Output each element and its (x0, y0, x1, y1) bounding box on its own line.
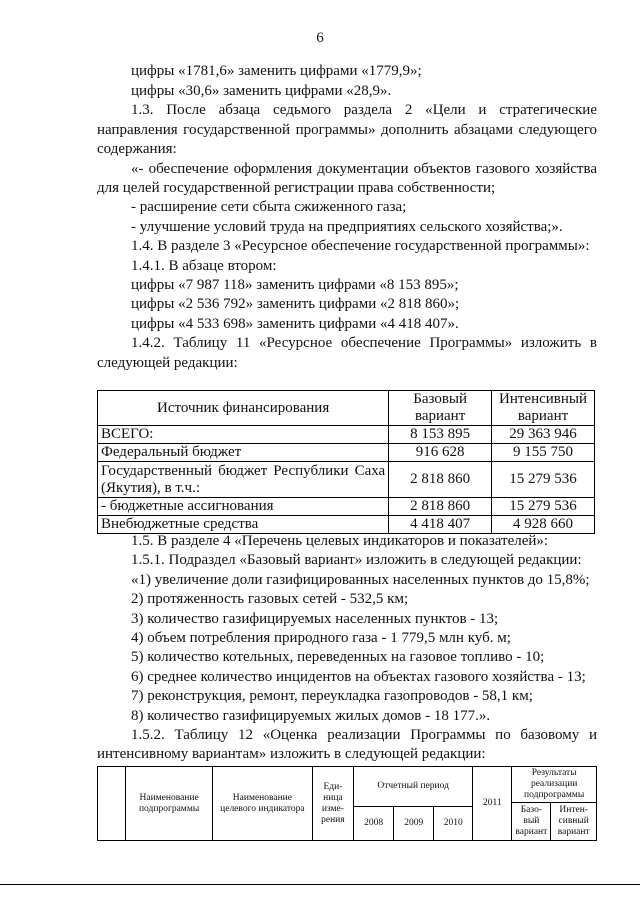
table-cell: 2 818 860 (389, 498, 492, 516)
text-line: 2) протяженность газовых сетей - 532,5 км; (131, 591, 409, 607)
text-line: 1.3. После абзаца седьмого раздела 2 «Цели и стратегические (131, 102, 597, 118)
text-line: 8) количество газифицируемых жилых домов - 18 177.». (131, 708, 491, 724)
table-cell: 4 928 660 (492, 516, 595, 534)
header-2011: 2011 (473, 767, 512, 841)
header-results: Результаты реализации подпрограммы (512, 767, 597, 803)
text-line: цифры «2 536 792» заменить цифрами «2 818 860»; (131, 296, 460, 312)
text-line: 1.4. В разделе 3 «Ресурсное обеспечение государственной программы»: (131, 238, 590, 254)
text-line: 1.5.2. Таблицу 12 «Оценка реализации Программы по базовому и (131, 727, 597, 743)
text-line: содержания: (97, 141, 177, 157)
text-line: - улучшение условий труда на предприятиях сельского хозяйства;». (131, 219, 563, 235)
text-line: цифры «7 987 118» заменить цифрами «8 153 895»; (131, 277, 459, 293)
page-bottom-rule (0, 884, 640, 885)
text-line: 1.5. В разделе 4 «Перечень целевых индикаторов и показателей»: (131, 533, 549, 549)
page-number: 6 (316, 30, 324, 46)
table-header-row (98, 767, 597, 803)
header-subprogram: Наименование подпрограммы (126, 767, 213, 841)
table-cell: 15 279 536 (492, 498, 595, 516)
evaluation-table (97, 766, 597, 841)
table-row (98, 444, 595, 462)
header-unit: Еди-ница изме-рения (312, 767, 353, 841)
header-base: Базовый вариант (389, 391, 492, 426)
table-row (98, 426, 595, 444)
text-line: «1) увеличение доли газифицированных населенных пунктов до 15,8%; (131, 572, 590, 588)
table-cell: 916 628 (389, 444, 492, 462)
header-empty-col (98, 767, 126, 841)
text-line: интенсивному вариантам» изложить в следующей редакции: (97, 746, 486, 762)
text-line: направления государственной программы» дополнить абзацами следующего (97, 122, 597, 138)
table-cell: Внебюджетные средства (98, 516, 389, 534)
text-line: 1.4.2. Таблицу 11 «Ресурсное обеспечение Программы» изложить в (131, 335, 597, 351)
header-indicator: Наименование целевого индикатора (212, 767, 312, 841)
text-line: следующей редакции: (97, 355, 238, 371)
header-intensive: Интенсивный вариант (492, 391, 595, 426)
text-line: 5) количество котельных, переведенных на газовое топливо - 10; (131, 649, 545, 665)
table-cell: 29 363 946 (492, 426, 595, 444)
text-line: 1.5.1. Подраздел «Базовый вариант» изложить в следующей редакции: (131, 552, 582, 568)
text-line: - расширение сети сбыта сжиженного газа; (131, 199, 407, 215)
header-year: 2009 (394, 807, 434, 841)
table-row (98, 462, 595, 498)
table-cell: 2 818 860 (389, 462, 492, 498)
table-cell: 8 153 895 (389, 426, 492, 444)
header-period: Отчетный период (354, 767, 473, 807)
text-line: 4) объем потребления природного газа - 1 779,5 млн куб. м; (131, 630, 511, 646)
text-line: цифры «1781,6» заменить цифрами «1779,9»; (131, 63, 422, 79)
table-header-row (98, 391, 595, 426)
header-base-variant: Базо-вый вариант (512, 803, 551, 841)
table-cell: 15 279 536 (492, 462, 595, 498)
table-cell: Федеральный бюджет (98, 444, 389, 462)
table-row (98, 498, 595, 516)
resource-table (97, 390, 595, 534)
table-cell: 9 155 750 (492, 444, 595, 462)
header-year: 2010 (434, 807, 473, 841)
text-line: цифры «30,6» заменить цифрами «28,9». (131, 83, 392, 99)
table-cell: Государственный бюджет Республики Саха (Якутия), в т.ч.: (98, 462, 389, 498)
header-intensive-variant: Интен-сивный вариант (551, 803, 597, 841)
text-line: 7) реконструкция, ремонт, переукладка газопроводов - 58,1 км; (131, 688, 533, 704)
table-row (98, 516, 595, 534)
header-source: Источник финансирования (98, 391, 389, 426)
text-line: 6) среднее количество инцидентов на объектах газового хозяйства - 13; (131, 669, 586, 685)
text-line: цифры «4 533 698» заменить цифрами «4 418 407». (131, 316, 459, 332)
table-cell: - бюджетные ассигнования (98, 498, 389, 516)
table-cell: 4 418 407 (389, 516, 492, 534)
header-year: 2008 (354, 807, 394, 841)
text-line: 1.4.1. В абзаце втором: (131, 258, 277, 274)
table-cell: ВСЕГО: (98, 426, 389, 444)
text-line: 3) количество газифицируемых населенных пунктов - 13; (131, 611, 499, 627)
text-line: «- обеспечение оформления документации объектов газового хозяйства (131, 161, 597, 177)
text-line: для целей государственной регистрации права собственности; (97, 180, 496, 196)
